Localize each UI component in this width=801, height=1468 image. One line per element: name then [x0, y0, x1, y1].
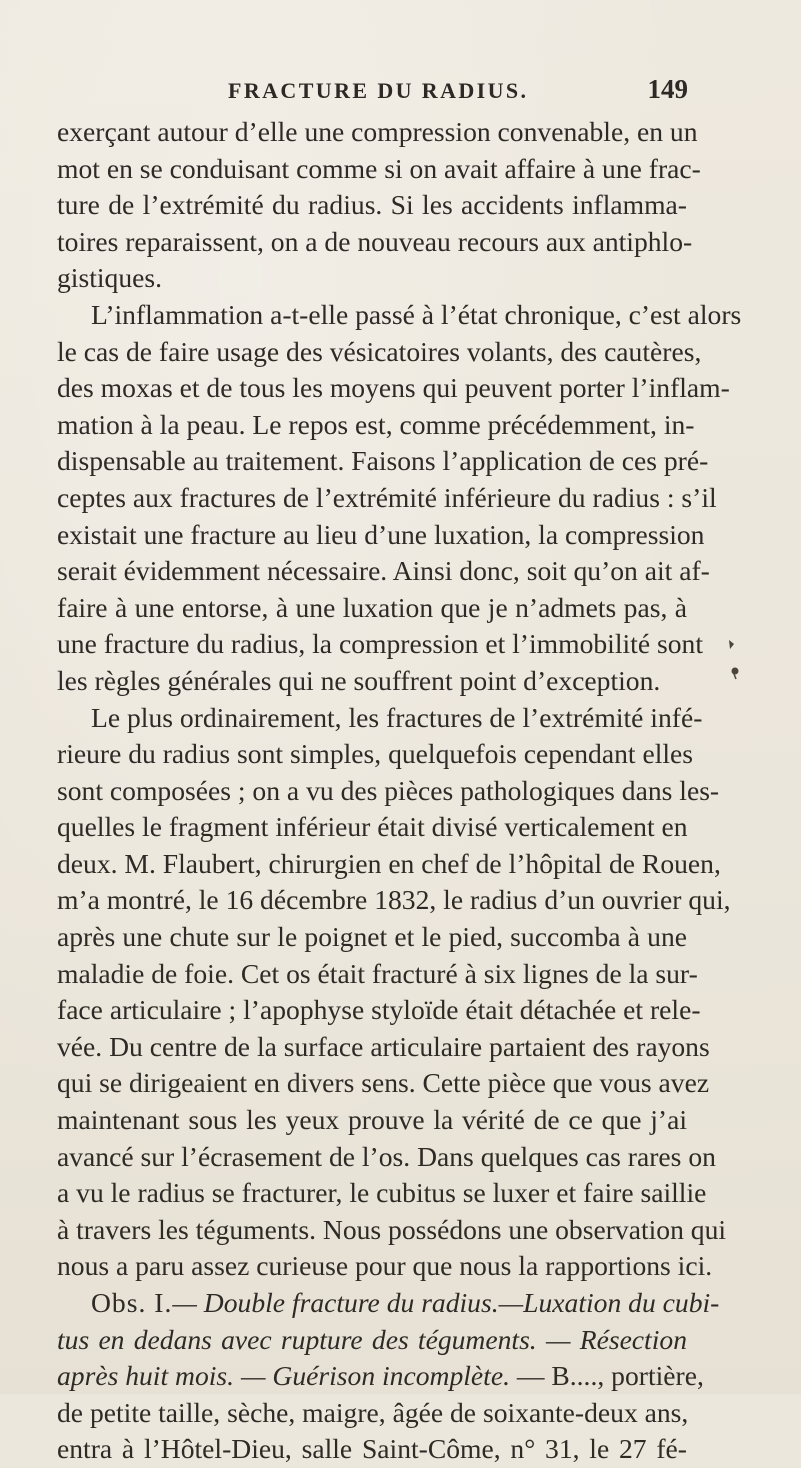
text-line: existait une fracture au lieu d’une luxation, la compression [57, 518, 705, 550]
text-line: deux. M. Flaubert, chirurgien en chef de l’hôpital de Rouen, [57, 847, 721, 879]
text-line: après une chute sur le poignet et le pied, succomba à une [57, 921, 687, 953]
text-line: les règles générales qui ne souffrent point d’exception. [57, 664, 661, 696]
body-text [57, 114, 742, 1468]
text-line: face articulaire ; l’apophyse styloïde était détachée et rele- [57, 994, 701, 1026]
text-line: mation à la peau. Le repos est, comme précédemment, in- [57, 408, 695, 440]
observation-title-line [57, 1358, 704, 1395]
paragraph-start-line: L’inflammation a-t-elle passé à l’état chronique, c’est alors [91, 298, 742, 330]
text-line: avancé sur l’écrasement de l’os. Dans quelques cas rares on [57, 1140, 716, 1172]
margin-speck-icon [731, 666, 741, 680]
text-line: à travers les téguments. Nous possédons une observation qui [57, 1213, 727, 1245]
text-line: entra à l’Hôtel-Dieu, salle Saint-Côme, n° 31, le 27 fé- [57, 1433, 687, 1465]
text-line: mot en se conduisant comme si on avait affaire à une frac- [57, 152, 701, 184]
running-head [228, 74, 688, 108]
text-line: exerçant autour d’elle une compression convenable, en un [57, 116, 698, 147]
patient-name: — B...., portière, [509, 1360, 704, 1392]
observation-heading-line [57, 1285, 720, 1322]
text-line: dispensable au traitement. Faisons l’application de ces pré- [57, 445, 709, 477]
text-line: le cas de faire usage des vésicatoires volants, des cautères, [57, 335, 702, 367]
text-line: serait évidemment nécessaire. Ainsi donc, soit qu’on ait af- [57, 555, 710, 587]
text-line: m’a montré, le 16 décembre 1832, le radius d’un ouvrier qui, [57, 884, 731, 916]
text-line: maintenant sous les yeux prouve la vérité de ce que j’ai [57, 1104, 687, 1136]
text-line: faire à une entorse, à une luxation que je n’admets pas, à [57, 591, 687, 623]
text-line: maladie de foie. Cet os était fracturé à six lignes de la sur- [57, 957, 698, 989]
text-line: gistiques. [57, 262, 163, 294]
text-line: de petite taille, sèche, maigre, âgée de soixante-deux ans, [57, 1396, 689, 1428]
text-line: ceptes aux fractures de l’extrémité inférieure du radius : s’il [57, 481, 717, 513]
text-line: ture de l’extrémité du radius. Si les accidents inflamma- [57, 189, 687, 221]
page-number: 149 [647, 74, 688, 104]
text-line: nous a paru assez curieuse pour que nous la rapportions ici. [57, 1250, 713, 1282]
running-title: FRACTURE DU RADIUS. [228, 78, 529, 103]
observation-label: Obs. I. [91, 1287, 173, 1318]
observation-title-line: tus en dedans avec rupture des téguments. — Résection [57, 1323, 687, 1355]
text-line: quelles le fragment inférieur était divisé verticalement en [57, 811, 688, 843]
text-line: vée. Du centre de la surface articulaire partaient des rayons [57, 1030, 710, 1062]
text-line: toires reparaissent, on a de nouveau recours aux antiphlo- [57, 225, 693, 257]
text-line: a vu le radius se fracturer, le cubitus se luxer et faire saillie [57, 1177, 707, 1209]
paragraph-start-line: Le plus ordinairement, les fractures de l’extrémité infé- [91, 701, 703, 733]
text-line: rieure du radius sont simples, quelquefois cependant elles [57, 738, 694, 770]
observation-title: — Double fracture du radius.—Luxation du cubi- [172, 1287, 720, 1318]
observation-title-end: après huit mois. — Guérison incomplète. [57, 1360, 510, 1392]
text-line: des moxas et de tous les moyens qui peuvent porter l’inflam- [57, 372, 730, 404]
text-line: une fracture du radius, la compression et l’immobilité sont [57, 628, 703, 660]
text-line: qui se dirigeaient en divers sens. Cette pièce que vous avez [57, 1067, 710, 1099]
margin-speck-icon [727, 638, 737, 652]
text-line: sont composées ; on a vu des pièces pathologiques dans les- [57, 774, 720, 806]
